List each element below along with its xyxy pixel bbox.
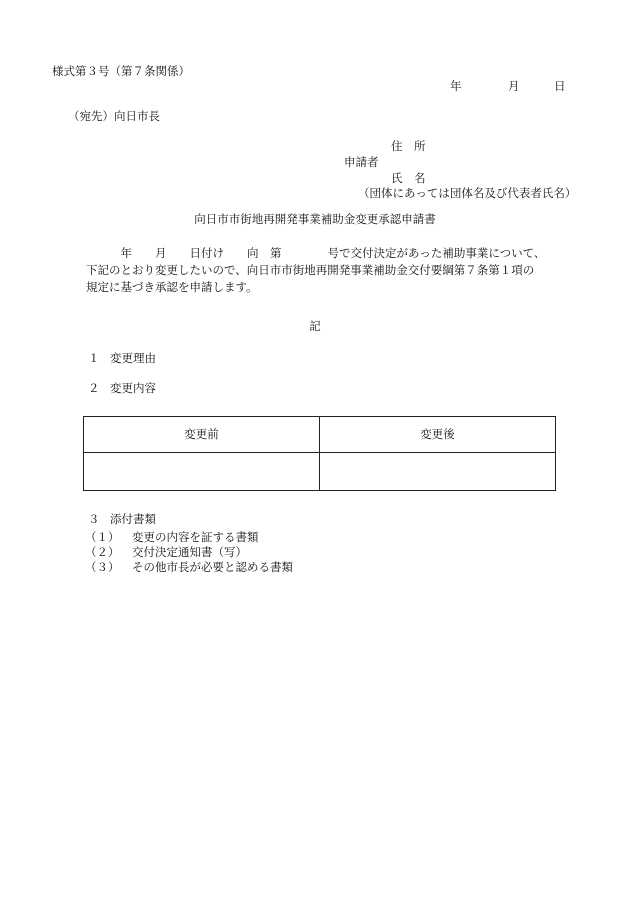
list-item-number: （１） — [85, 530, 120, 544]
document-title: 向日市市街地再開発事業補助金変更承認申請書 — [194, 212, 436, 226]
date-month-label: 月 — [508, 79, 520, 93]
body-line: 下記のとおり変更したいので、向日市市街地再開発事業補助金交付要綱第７条第１項の — [86, 263, 535, 277]
item-change-content — [88, 383, 156, 395]
item-attachments — [88, 514, 156, 526]
list-item-number: （２） — [85, 545, 120, 559]
table-header-row — [84, 417, 556, 453]
list-item-number: （３） — [85, 560, 120, 574]
list-item — [85, 560, 293, 575]
record-mark: 記 — [309, 319, 321, 333]
header-before: 変更前 — [84, 417, 320, 453]
body-paragraph — [86, 245, 545, 296]
item-label: 添付書類 — [110, 512, 156, 526]
body-line: 規定に基づき承認を申請します。 — [86, 280, 258, 294]
cell-after — [320, 453, 556, 491]
list-item — [85, 530, 293, 545]
address-label: 住 所 — [391, 139, 426, 153]
list-item-label: 交付決定通知書（写） — [132, 545, 247, 559]
addressee: （宛先）向日市長 — [68, 109, 160, 123]
header-after: 変更後 — [320, 417, 556, 453]
body-line: 年 月 日付け 向 第 号で交付決定があった補助事業について、 — [86, 246, 546, 260]
item-number: １ — [88, 351, 100, 365]
list-item-label: 変更の内容を証する書類 — [132, 530, 259, 544]
attachment-list — [85, 530, 293, 575]
applicant-role: 申請者 — [344, 155, 379, 169]
item-label: 変更理由 — [110, 351, 156, 365]
list-item — [85, 545, 293, 560]
table-row — [84, 453, 556, 491]
date-day-label: 日 — [554, 79, 566, 93]
item-number: ３ — [88, 512, 100, 526]
change-table — [83, 416, 556, 491]
item-number: ２ — [88, 381, 100, 395]
list-item-label: その他市長が必要と認める書類 — [132, 560, 293, 574]
item-change-reason — [88, 353, 156, 365]
date-line — [450, 81, 566, 93]
form-number: 様式第３号（第７条関係） — [52, 64, 190, 78]
name-label: 氏 名 — [391, 171, 426, 185]
organization-note: （団体にあっては団体名及び代表者氏名） — [358, 186, 577, 200]
date-year-label: 年 — [450, 79, 462, 93]
item-label: 変更内容 — [110, 381, 156, 395]
cell-before — [84, 453, 320, 491]
